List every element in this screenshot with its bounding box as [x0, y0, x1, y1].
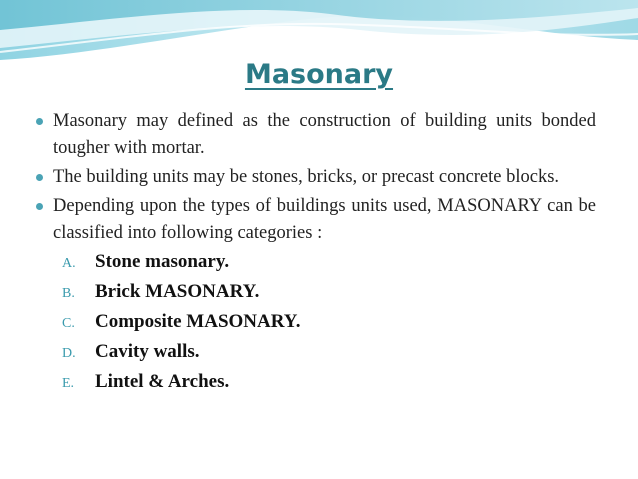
- category-item: [62, 281, 596, 311]
- category-text: Cavity walls.: [95, 341, 200, 362]
- category-text: Stone masonary.: [95, 251, 230, 272]
- category-item: [62, 251, 596, 281]
- category-text: Lintel & Arches.: [95, 371, 230, 392]
- category-item: [62, 311, 596, 341]
- bullet-text: The building units may be stones, bricks, or precast concrete blocks.: [53, 167, 560, 187]
- bullet-dot-icon: [36, 203, 43, 210]
- slide-title-text: Masonary: [244, 59, 394, 90]
- category-item: [62, 341, 596, 371]
- bullet-dot-icon: [36, 174, 43, 181]
- category-letter: D.: [62, 346, 76, 361]
- bullet-item: [36, 108, 596, 162]
- slide-content: [36, 108, 596, 401]
- category-item: [62, 371, 596, 401]
- category-letter: E.: [62, 376, 75, 391]
- category-letter: C.: [62, 316, 75, 331]
- bullet-item: [36, 164, 596, 191]
- category-text: Composite MASONARY.: [95, 311, 301, 332]
- category-letter: A.: [62, 256, 76, 271]
- bullet-item: [36, 193, 596, 247]
- bullet-dot-icon: [36, 118, 43, 125]
- bullet-text: Depending upon the types of buildings units used, MASONARY can be classified into following categories :: [53, 196, 596, 243]
- category-list: [36, 251, 596, 401]
- bullet-text: Masonary may defined as the construction of building units bonded tougher with mortar.: [53, 111, 596, 158]
- category-text: Brick MASONARY.: [95, 281, 260, 302]
- category-letter: B.: [62, 286, 75, 301]
- slide-title: [0, 57, 638, 93]
